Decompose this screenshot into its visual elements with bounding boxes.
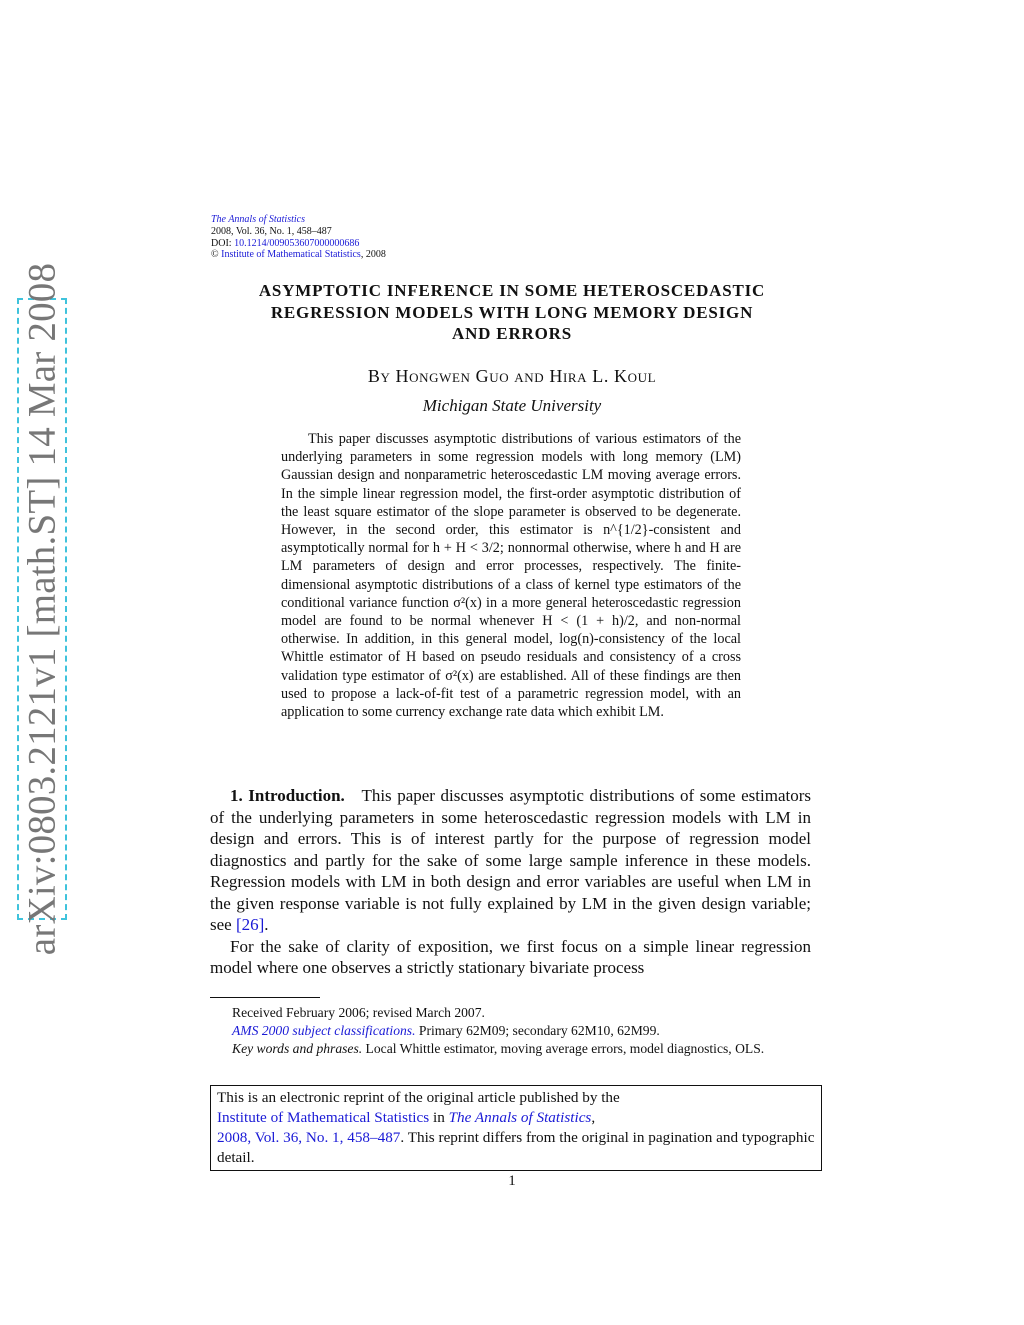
reprint-volume-link[interactable]: 2008, Vol. 36, No. 1, 458–487 <box>217 1129 401 1146</box>
reprint-journal-link[interactable]: The Annals of Statistics <box>448 1109 592 1126</box>
arxiv-side-stamp <box>17 262 67 956</box>
received-note: Received February 2006; revised March 2007. <box>232 1005 485 1020</box>
intro-paragraph: For the sake of clarity of exposition, we first focus on a simple linear regression model where one observes a strictly stationary bivariate process <box>210 936 811 977</box>
sentence-end: . <box>264 915 269 934</box>
reprint-line: This is an electronic reprint of the original article published by the <box>217 1089 620 1106</box>
reprint-publisher-link[interactable]: Institute of Mathematical Statistics <box>217 1109 430 1126</box>
copyright-icon: © <box>211 249 219 261</box>
reprint-rest: . This reprint differs from the original in pagination and typographic detail. <box>217 1129 815 1166</box>
page-number: 1 <box>508 1173 516 1189</box>
abstract: This paper discusses asymptotic distributions of various estimators of the underlying parameters in some regression models with long memory (LM) Gaussian design and nonparametric heteroscedastic LM moving average errors. In the simple linear regression model, the first-order asymptotic distribution of the least square estimator of the slope parameter is observed to be degenerate. However, in the second order, this estimator is n^{1/2}-consistent and asymptotically normal for h + H < 3/2; nonnormal otherwise, where h and H are LM parameters of design and error processes, respectively. The finite-dimensional asymptotic distributions of a class of kernel type estimators of the conditional variance function σ²(x) in a more general heteroscedastic regression model are found to be normal whenever H < (1 + h)/2, and non-normal otherwise. In addition, in this general model, log(n)-consistency of the local Whittle estimator of H based on pseudo residuals and consistency of a cross validation type estimator of σ²(x) are established. All of these findings are then used to propose a lack-of-fit test of a parametric regression model, with an application to some currency exchange rate data which exhibit LM. <box>281 431 741 721</box>
paper-title <box>200 280 824 345</box>
journal-name-link[interactable]: The Annals of Statistics <box>211 214 305 225</box>
introduction-section <box>210 785 811 979</box>
affiliation: Michigan State University <box>422 396 602 415</box>
ams-classification-link[interactable]: AMS 2000 subject classifications. <box>232 1023 416 1038</box>
journal-metadata <box>211 214 386 261</box>
keywords-label: Key words and phrases. <box>232 1041 363 1056</box>
reprint-comma: , <box>591 1109 596 1126</box>
intro-text: This paper discusses asymptotic distributions of some estimators of the underlying parameters in some heteroscedastic regression models with LM in design and errors. This is of interest partly for the purpose of regression model diagnostics and partly for the sake of some large sample inference in these models. Regression models with LM in both design and error variables are useful when LM in the given response variable is not fully explained by LM in the given design variable; see <box>210 786 812 934</box>
publisher-link[interactable]: Institute of Mathematical Statistics <box>221 249 361 261</box>
keywords-note <box>210 1040 811 1058</box>
footnote-rule <box>210 997 320 998</box>
section-heading: 1. Introduction. <box>230 786 345 805</box>
volume-line: 2008, Vol. 36, No. 1, 458–487 <box>211 225 332 237</box>
title-line: AND ERRORS <box>452 324 572 343</box>
title-line: ASYMPTOTIC INFERENCE IN SOME HETEROSCEDASTIC <box>258 281 766 300</box>
ams-codes: Primary 62M09; secondary 62M10, 62M99. <box>415 1023 660 1038</box>
copyright-year: , 2008 <box>360 249 386 261</box>
reprint-notice-box <box>210 1085 822 1171</box>
title-line: REGRESSION MODELS WITH LONG MEMORY DESIGN <box>270 302 754 322</box>
intro-paragraph <box>210 785 811 936</box>
citation-link[interactable]: [26] <box>235 915 265 934</box>
arxiv-identifier: arXiv:0803.2121v1 [math.ST] 14 Mar 2008 <box>20 262 64 956</box>
ams-note <box>210 1022 811 1040</box>
copyright-line <box>211 249 386 261</box>
doi-label: DOI: <box>211 237 235 249</box>
authors: By Hongwen Guo and Hira L. Koul <box>367 366 657 386</box>
footnotes <box>210 1004 811 1058</box>
doi-line <box>211 238 386 250</box>
reprint-in: in <box>429 1109 449 1126</box>
keywords-text: Local Whittle estimator, moving average errors, model diagnostics, OLS. <box>362 1041 765 1056</box>
doi-link[interactable]: 10.1214/009053607000000686 <box>234 237 360 249</box>
